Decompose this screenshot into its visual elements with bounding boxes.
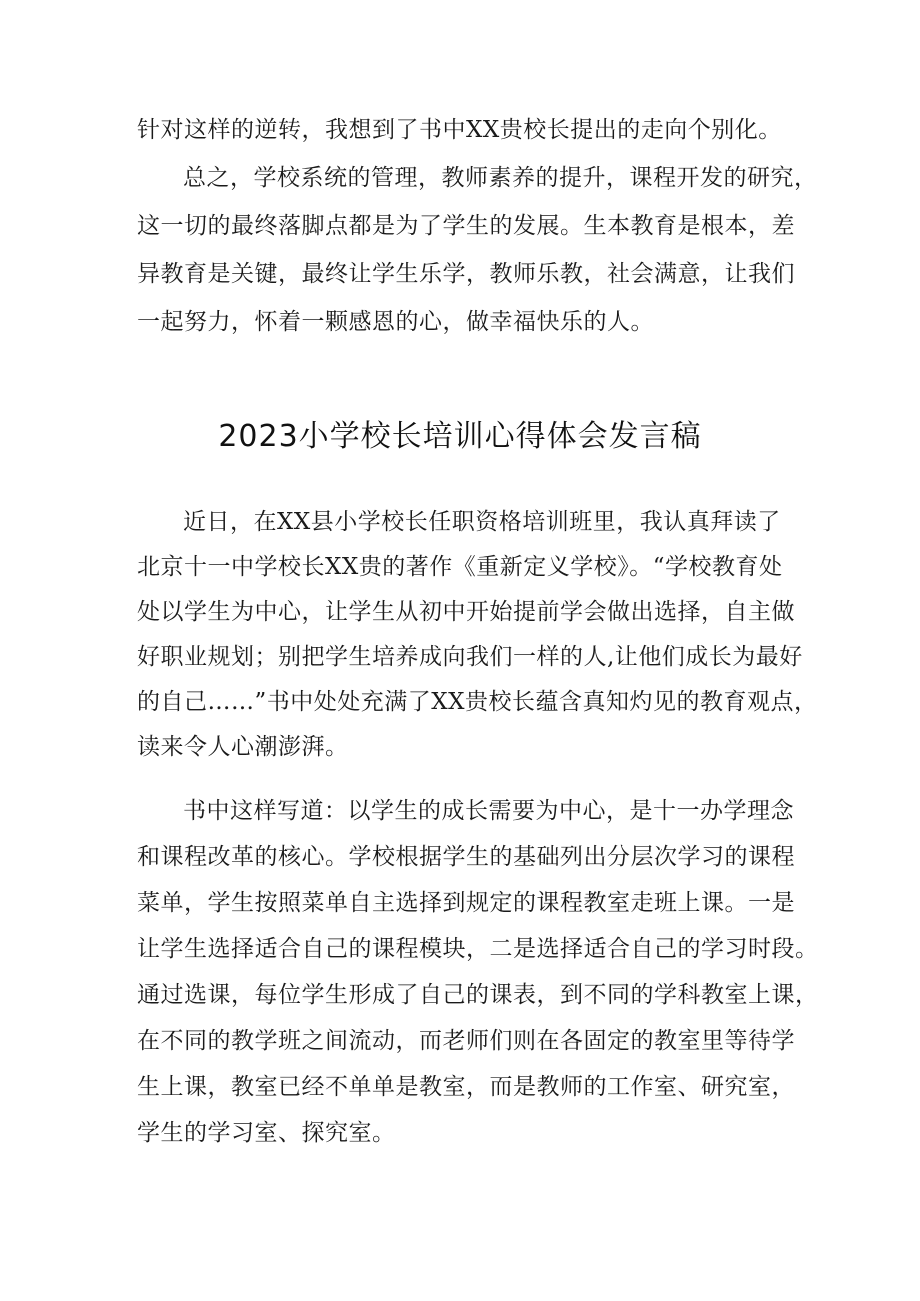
document-title: 2023小学校长培训心得体会发言稿 (218, 419, 702, 454)
text-line: 近日，在XX县小学校长任职资格培训班里，我认真拜读了 (183, 509, 781, 535)
text-line: 生上课，教室已经不单单是教室，而是教师的工作室、研究室， (137, 1074, 795, 1100)
text-line: 菜单，学生按照菜单自主选择到规定的课程教室走班上课。一是 (137, 890, 795, 916)
text-line: 读来令人心潮澎湃。 (137, 734, 349, 760)
text-line: 书中这样写道：以学生的成长需要为中心，是十一办学理念 (183, 798, 794, 824)
text-line: 这一切的最终落脚点都是为了学生的发展。生本教育是根本，差 (137, 213, 795, 239)
text-line: 让学生选择适合自己的课程模块，二是选择适合自己的学习时段。 (137, 936, 819, 962)
text-line: 异教育是关键，最终让学生乐学，教师乐教，社会满意，让我们 (137, 261, 795, 287)
text-line: 北京十一中学校长XX贵的著作《重新定义学校》。“学校教育处 (137, 554, 783, 580)
text-line: 通过选课，每位学生形成了自己的课表，到不同的学科教室上课， (137, 982, 819, 1008)
text-line: 好职业规划；别把学生培养成向我们一样的人,让他们成长为最好 (137, 644, 803, 670)
text-line: 在不同的教学班之间流动，而老师们则在各固定的教室里等待学 (137, 1028, 795, 1054)
text-line: 的自己……”书中处处充满了XX贵校长蕴含真知灼见的教育观点， (137, 689, 818, 715)
text-line: 总之，学校系统的管理，教师素养的提升，课程开发的研究， (183, 165, 818, 191)
text-line: 和课程改革的核心。学校根据学生的基础列出分层次学习的课程 (137, 844, 795, 870)
text-line: 处以学生为中心，让学生从初中开始提前学会做出选择，自主做 (137, 599, 795, 625)
text-line: 一起努力，怀着一颗感恩的心，做幸福快乐的人。 (137, 309, 654, 335)
text-line: 学生的学习室、探究室。 (137, 1120, 396, 1146)
text-line: 针对这样的逆转，我想到了书中XX贵校长提出的走向个别化。 (137, 117, 782, 143)
